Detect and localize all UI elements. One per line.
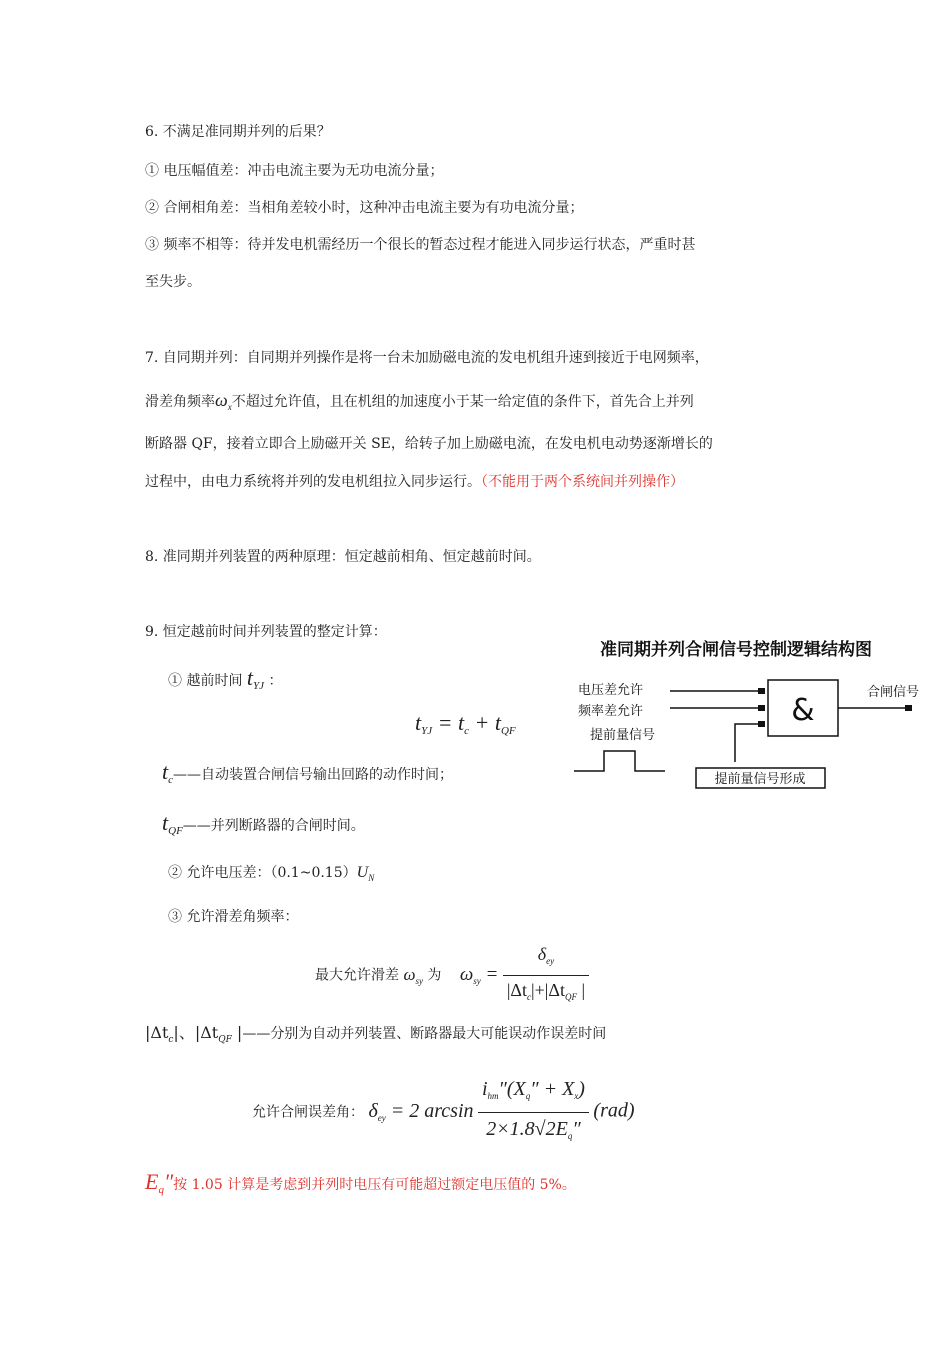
s6-item3b: 至失步。 <box>145 274 201 290</box>
tc-desc <box>162 759 454 790</box>
tc-symbol: $t_c$ <box>162 759 174 786</box>
s9-item3: ③ 允许滑差角频率： <box>168 909 299 925</box>
eq-note-text: 按 1.05 计算是考虑到并列时电压有可能超过额定电压值的 5%。 <box>173 1177 576 1193</box>
s9-item2-label: ② 允许电压差：（0.1~0.15） <box>168 865 357 881</box>
s7-line4-text: 过程中，由电力系统将并列的发电机组拉入同步运行。 <box>145 474 481 490</box>
s7-line2a: 滑差角频率 <box>145 394 215 410</box>
and-gate-symbol: & <box>791 693 815 728</box>
wei-label: 为 <box>427 967 442 984</box>
allow-angle-label: 允许合闸误差角： <box>252 1104 364 1121</box>
s9-item2 <box>168 863 374 888</box>
tqf-desc <box>162 810 365 841</box>
s6-title: 6. 不满足准同期并列的后果？ <box>145 124 331 140</box>
input-advance-signal: 提前量信号 <box>590 728 656 743</box>
s7-line3: 断路器 QF，接着立即合上励磁开关 SE，给转子加上励磁电流，在发电机电动势逐渐增长的 <box>145 436 713 452</box>
s6-item2: ② 合闸相角差：当相角差较小时，这种冲击电流主要为有功电流分量； <box>145 200 584 216</box>
err-desc: $|\Delta t_c|$、$|\Delta t_{QF}$ |——分别为自动并列装置、断路器最大可能误动作误差时间 <box>145 1023 607 1045</box>
s7-line2 <box>145 390 694 417</box>
advance-signal-former-label: 提前量信号形成 <box>714 772 806 787</box>
s6-item1: ① 电压幅值差：冲击电流主要为无功电流分量； <box>145 163 444 179</box>
output-close-signal: 合闸信号 <box>867 685 920 700</box>
s7-line1: 7. 自同期并列：自同期并列操作是将一台未加励磁电流的发电机组升速到接近于电网频率， <box>145 350 709 366</box>
line-in3 <box>735 724 765 762</box>
s7-line4 <box>145 472 684 492</box>
omega-symbol: $\omega_x$ <box>215 390 232 412</box>
s9-item1: ① 越前时间 $t_{YJ}$ ： <box>168 665 283 692</box>
pin-in1 <box>758 688 765 694</box>
pulse-waveform <box>574 751 665 771</box>
s7-line2b: 不超过允许值，且在机组的加速度小于某一给定值的条件下，首先合上并列 <box>231 394 694 410</box>
logic-diagram <box>560 630 940 800</box>
max-slip-label: 最大允许滑差 <box>315 967 399 984</box>
err-desc-text: ——分别为自动并列装置、断路器最大可能误动作误差时间 <box>242 1026 607 1042</box>
formula-tyj: $t_{YJ} = t_c + t_{QF}$ <box>415 710 516 737</box>
tqf-symbol: $t_{QF}$ <box>162 810 183 837</box>
eq-note <box>145 1169 576 1200</box>
s6-item3a: ③ 频率不相等：待并发电机需经历一个很长的暂态过程才能进入同步运行状态，严重时甚 <box>145 237 696 253</box>
s9-title: 9. 恒定越前时间并列装置的整定计算： <box>145 624 387 640</box>
input-freq-diff: 频率差允许 <box>578 704 644 719</box>
eq-symbol: $E_q''$ <box>145 1169 174 1196</box>
pin-out <box>905 705 912 711</box>
diagram-title: 准同期并列合闸信号控制逻辑结构图 <box>600 640 872 660</box>
allow-angle-formula: 允许合闸误差角： $\delta_{ey} = 2$ arcsin $\frac{i_{hm}''(X_q'' + X_x)}{2\times 1.8√2E_q''}$ (rad) <box>252 1075 635 1151</box>
tc-desc-text: ——自动装置合闸信号输出回路的动作时间； <box>173 767 454 783</box>
max-slip-formula: 最大允许滑差 $\omega_{sy}$ 为 $\omega_{sy}$ = $\frac{\delta_{ey}}{|\Delta t_c|+|\Delta t_{QF} |}$ <box>315 942 589 1009</box>
s9-item1-label: ① 越前时间 <box>168 673 243 689</box>
tqf-desc-text: ——并列断路器的合闸时间。 <box>182 818 365 834</box>
tyj-symbol: $t_{YJ}$ <box>246 665 265 692</box>
pin-in2 <box>758 705 765 711</box>
s7-red-note: （不能用于两个系统间并列操作） <box>481 474 684 490</box>
pin-in3 <box>758 721 765 727</box>
s8-text: 8. 准同期并列装置的两种原理：恒定越前相角、恒定越前时间。 <box>145 549 541 565</box>
input-voltage-diff: 电压差允许 <box>578 683 644 698</box>
un-symbol: $U_N$ <box>356 864 375 883</box>
